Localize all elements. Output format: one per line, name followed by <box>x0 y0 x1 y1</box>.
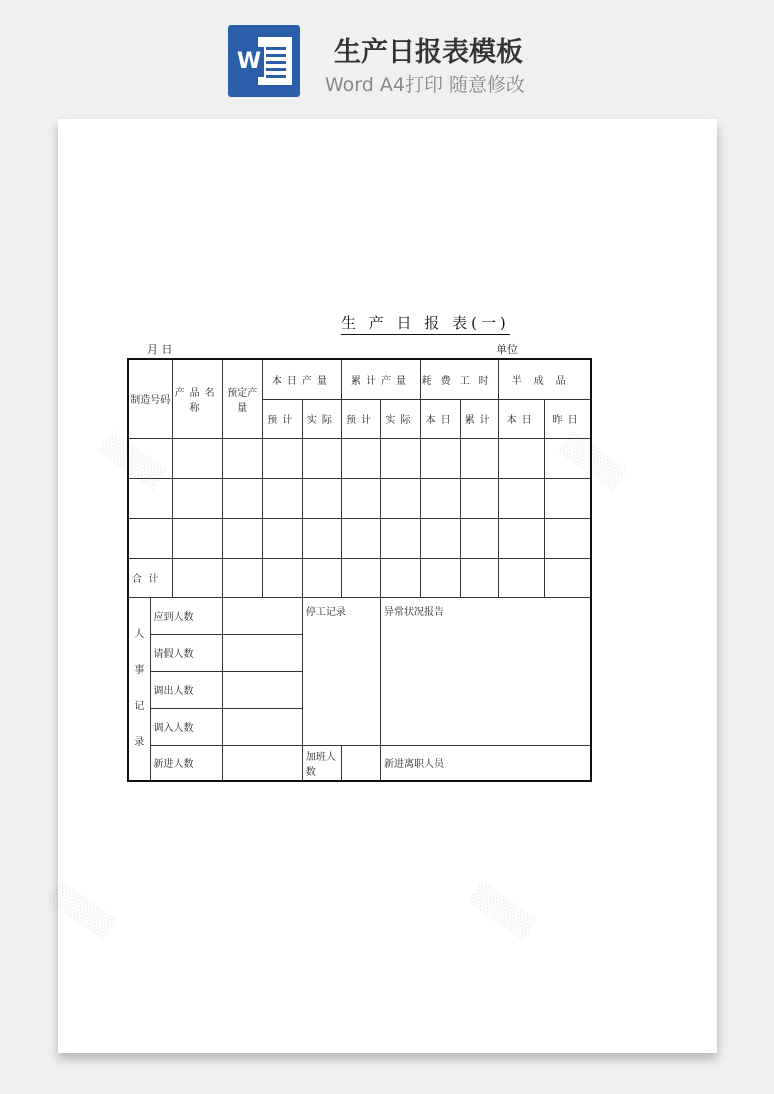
template-title: 生产日报表模板 <box>334 37 523 68</box>
expected-count-label: 应到人数 <box>150 597 222 634</box>
col-semi-finished: 半成品 <box>499 359 591 399</box>
leave-count-value[interactable] <box>222 634 302 671</box>
sub-yesterday: 昨日 <box>545 399 591 438</box>
personnel-record-label: 人 事 记 录 <box>128 597 150 781</box>
document-title: 生 产 日 报 表(一) <box>341 312 510 335</box>
col-labor-hours: 耗费工时 <box>421 359 499 399</box>
table-row <box>128 478 591 518</box>
col-product-name: 产品名称 <box>172 359 222 438</box>
col-planned-output: 预定产量 <box>222 359 262 438</box>
template-subtitle: Word A4打印 随意修改 <box>325 74 526 96</box>
watermark <box>47 882 117 941</box>
total-row <box>128 558 591 597</box>
new-hires-label: 新进人数 <box>150 745 222 781</box>
leave-count-label: 请假人数 <box>150 634 222 671</box>
downtime-record[interactable]: 停工记录 <box>302 597 380 745</box>
table-row <box>128 438 591 478</box>
sub-today: 本日 <box>499 399 545 438</box>
transfer-in-value[interactable] <box>222 708 302 745</box>
col-code: 制造号码 <box>128 359 172 438</box>
watermark <box>467 882 537 941</box>
unit-label: 单位 <box>496 343 518 356</box>
table-row <box>128 518 591 558</box>
sub-today: 本日 <box>421 399 461 438</box>
expected-count-value[interactable] <box>222 597 302 634</box>
total-label: 合 计 <box>128 558 172 597</box>
col-daily-output: 本日产量 <box>262 359 341 399</box>
anomaly-report[interactable]: 异常状况报告 <box>381 597 592 745</box>
transfer-out-label: 调出人数 <box>150 671 222 708</box>
document-page <box>58 119 717 1053</box>
new-resigned-staff[interactable]: 新进离职人员 <box>381 745 592 781</box>
date-label: 月 日 <box>147 343 173 356</box>
transfer-out-value[interactable] <box>222 671 302 708</box>
sub-actual: 实际 <box>381 399 421 438</box>
overtime-label: 加班人数 <box>302 745 341 781</box>
col-cumulative-output: 累计产量 <box>341 359 420 399</box>
sub-cumulative: 累计 <box>461 399 499 438</box>
word-icon: W <box>228 25 300 97</box>
sub-planned: 预计 <box>262 399 302 438</box>
production-report-table <box>127 358 592 782</box>
sub-actual: 实际 <box>302 399 341 438</box>
new-hires-value[interactable] <box>222 745 302 781</box>
transfer-in-label: 调入人数 <box>150 708 222 745</box>
overtime-value[interactable] <box>341 745 380 781</box>
sub-planned: 预计 <box>341 399 380 438</box>
page-header <box>0 0 774 110</box>
